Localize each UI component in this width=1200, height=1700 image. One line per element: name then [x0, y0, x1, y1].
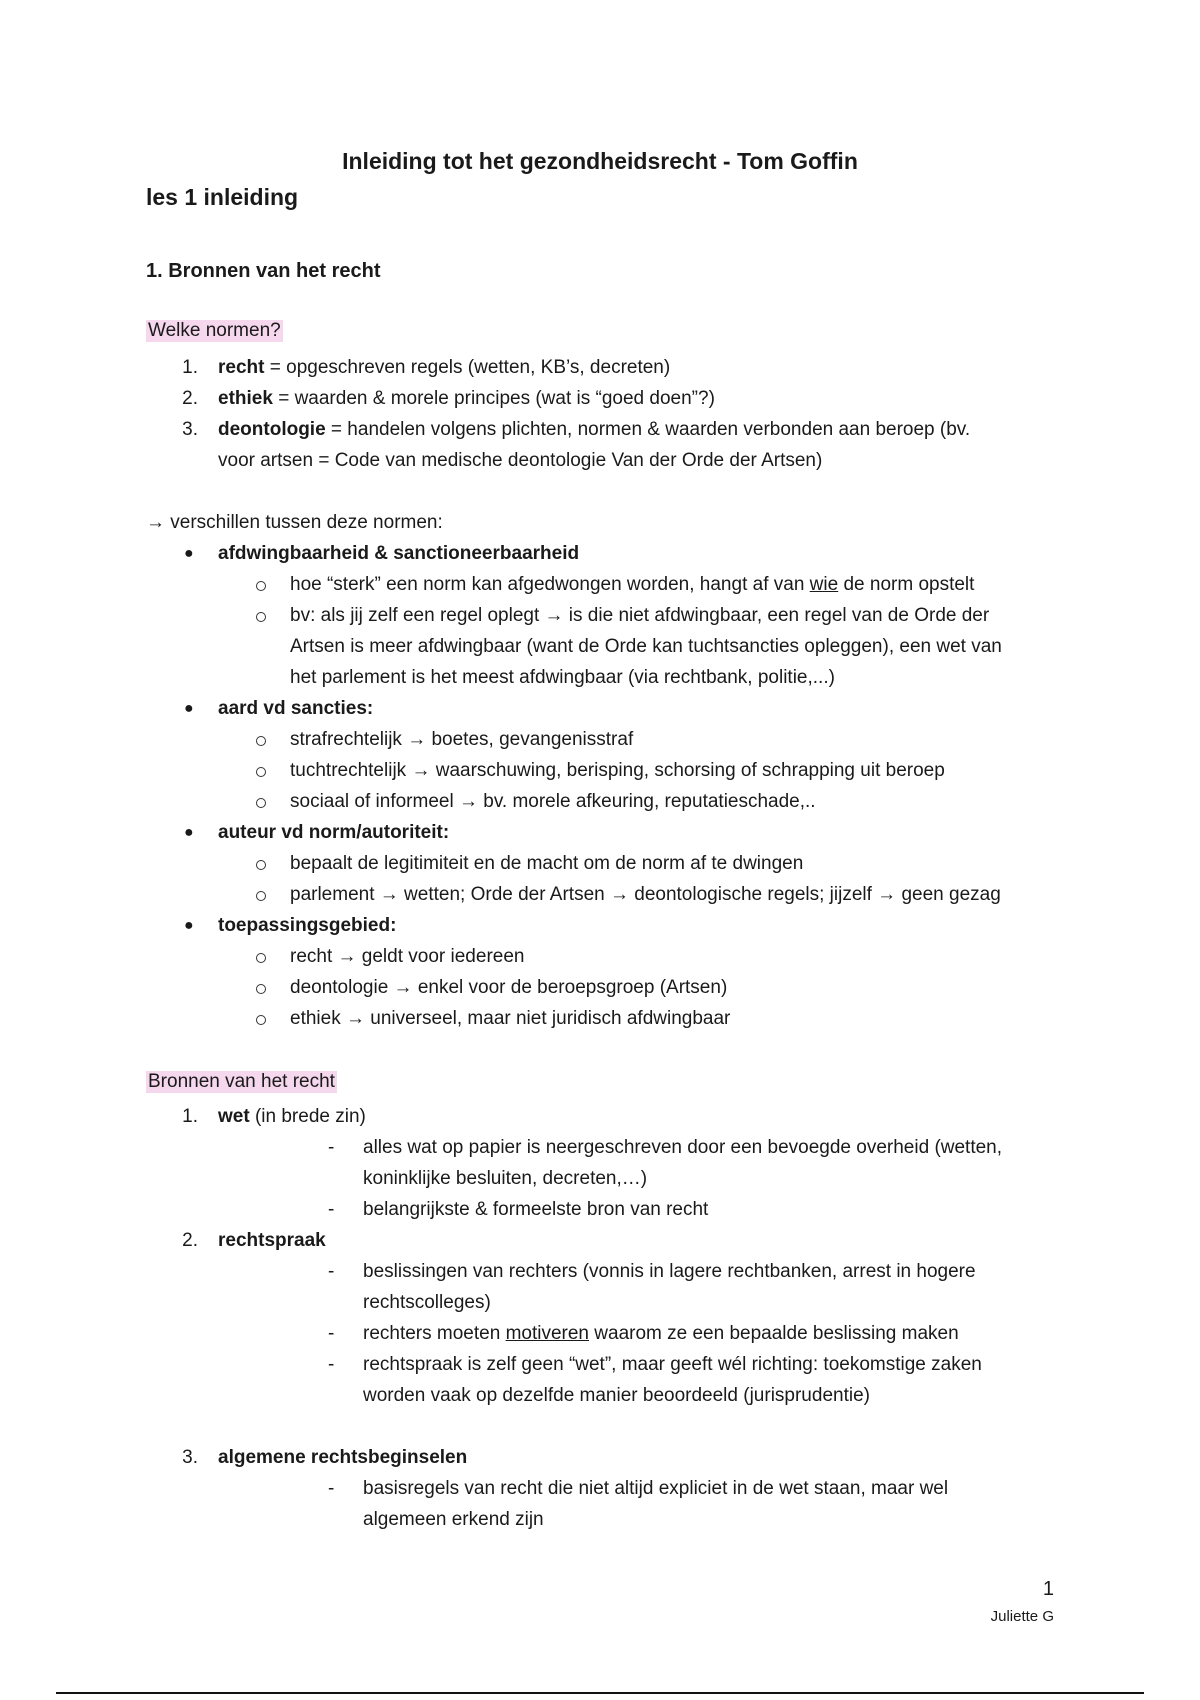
bullet-label: toepassingsgebied: [218, 915, 397, 936]
source-detail: alles wat op papier is neergeschreven door een bevoegde overheid (wetten, [363, 1137, 1003, 1158]
norm-item-continuation: voor artsen = Code van medische deontologie Van der Orde der Artsen) [218, 450, 823, 471]
norms-heading: Welke normen? [148, 320, 281, 341]
circle-bullet-icon [256, 798, 266, 808]
page-number: 1 [1042, 1578, 1054, 1600]
norm-item: ethiek = waarden & morele principes (wat is “goed doen”?) [218, 388, 715, 409]
source-detail: rechters moeten motiveren waarom ze een bepaalde beslissing maken [363, 1323, 959, 1344]
dash-bullet: - [328, 1354, 335, 1375]
source-item: wet (in brede zin) [218, 1106, 366, 1127]
dash-bullet: - [328, 1478, 335, 1499]
bullet-dot: ● [184, 917, 194, 934]
sub-item: hoe “sterk” een norm kan afgedwongen worden, hangt af van wie de norm opstelt [290, 574, 975, 595]
source-detail: beslissingen van rechters (vonnis in lagere rechtbanken, arrest in hogere [363, 1261, 976, 1282]
sub-item: tuchtrechtelijk → waarschuwing, berisping, schorsing of schrapping uit beroep [290, 760, 945, 781]
norm-item: deontologie = handelen volgens plichten, normen & waarden verbonden aan beroep (bv. [218, 419, 971, 440]
lesson-subtitle: les 1 inleiding [146, 184, 299, 210]
source-detail-continuation: worden vaak op dezelfde manier beoordeeld (jurisprudentie) [363, 1385, 870, 1406]
circle-bullet-icon [256, 612, 266, 622]
circle-bullet-icon [256, 581, 266, 591]
source-detail-continuation: rechtscolleges) [363, 1292, 491, 1313]
source-detail: rechtspraak is zelf geen “wet”, maar geeft wél richting: toekomstige zaken [363, 1354, 982, 1375]
circle-bullet-icon [256, 736, 266, 746]
bullet-dot: ● [184, 700, 194, 717]
section-heading: 1. Bronnen van het recht [146, 260, 381, 282]
sub-item: sociaal of informeel → bv. morele afkeuring, reputatieschade,.. [290, 791, 816, 812]
norm-number: 1. [182, 357, 198, 378]
sub-item-continuation: het parlement is het meest afdwingbaar (via rechtbank, politie,...) [290, 667, 835, 688]
page-title: Inleiding tot het gezondheidsrecht - Tom Goffin [342, 148, 858, 174]
circle-bullet-icon [256, 891, 266, 901]
bullet-label: auteur vd norm/autoriteit: [218, 822, 450, 843]
circle-bullet-icon [256, 767, 266, 777]
differences-intro: → verschillen tussen deze normen: [146, 512, 443, 533]
sub-item: strafrechtelijk → boetes, gevangenisstraf [290, 729, 634, 750]
norm-item: recht = opgeschreven regels (wetten, KB’s, decreten) [218, 357, 671, 378]
norm-number: 3. [182, 419, 198, 440]
source-number: 3. [182, 1447, 198, 1468]
sub-item: bepaalt de legitimiteit en de macht om de norm af te dwingen [290, 853, 804, 874]
sub-item-continuation: Artsen is meer afdwingbaar (want de Orde kan tuchtsancties opleggen), een wet van [290, 636, 1002, 657]
dash-bullet: - [328, 1323, 335, 1344]
bullet-label: aard vd sancties: [218, 698, 374, 719]
sub-item: ethiek → universeel, maar niet juridisch afdwingbaar [290, 1008, 731, 1029]
dash-bullet: - [328, 1199, 335, 1220]
dash-bullet: - [328, 1137, 335, 1158]
source-detail: belangrijkste & formeelste bron van recht [363, 1199, 709, 1220]
source-detail-continuation: koninklijke besluiten, decreten,…) [363, 1168, 648, 1189]
source-detail: basisregels van recht die niet altijd expliciet in de wet staan, maar wel [363, 1478, 949, 1499]
sub-item: bv: als jij zelf een regel oplegt → is die niet afdwingbaar, een regel van de Orde der [290, 605, 990, 626]
bullet-dot: ● [184, 824, 194, 841]
bottom-rule [56, 1692, 1144, 1694]
bullet-dot: ● [184, 545, 194, 562]
sub-item: parlement → wetten; Orde der Artsen → deontologische regels; jijzelf → geen gezag [290, 884, 1001, 905]
dash-bullet: - [328, 1261, 335, 1282]
circle-bullet-icon [256, 1015, 266, 1025]
bullet-label: afdwingbaarheid & sanctioneerbaarheid [218, 543, 580, 564]
circle-bullet-icon [256, 953, 266, 963]
norm-number: 2. [182, 388, 198, 409]
circle-bullet-icon [256, 984, 266, 994]
sources-heading: Bronnen van het recht [148, 1071, 335, 1092]
source-number: 2. [182, 1230, 198, 1251]
sub-item: deontologie → enkel voor de beroepsgroep (Artsen) [290, 977, 728, 998]
source-number: 1. [182, 1106, 198, 1127]
circle-bullet-icon [256, 860, 266, 870]
sub-item: recht → geldt voor iedereen [290, 946, 525, 967]
source-item: rechtspraak [218, 1230, 326, 1251]
source-item: algemene rechtsbeginselen [218, 1447, 468, 1468]
source-detail-continuation: algemeen erkend zijn [363, 1509, 544, 1530]
author-name: Juliette G [990, 1608, 1054, 1625]
